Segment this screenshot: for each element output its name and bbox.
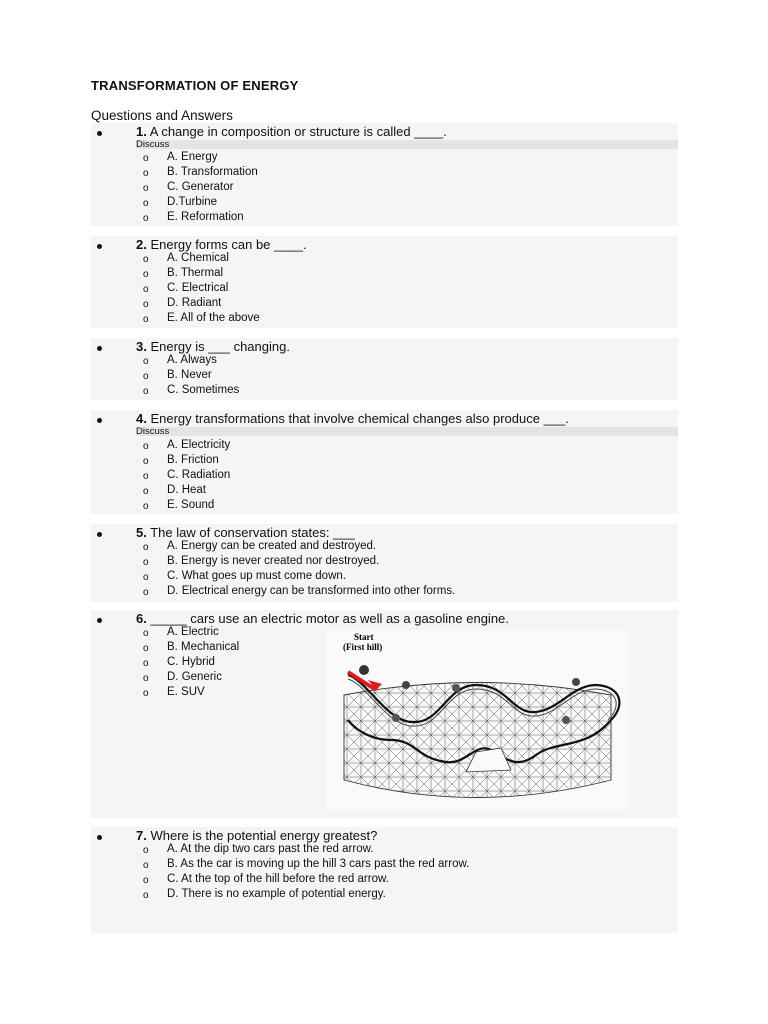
- question-text: 6. _____ cars use an electric motor as well as a gasoline engine.: [136, 611, 509, 626]
- answer-option: A. Energy can be created and destroyed.: [167, 540, 377, 552]
- option-marker: o: [143, 198, 149, 209]
- option-marker: o: [143, 356, 149, 367]
- option-marker: o: [143, 284, 149, 295]
- option-marker: o: [143, 845, 149, 856]
- question-text: 4. Energy transformations that involve chemical changes also produce ___.: [136, 411, 569, 426]
- question-block-3: [91, 338, 678, 400]
- answer-option: E. All of the above: [167, 312, 260, 324]
- question-block-4: [91, 410, 678, 514]
- bullet-icon: [97, 418, 102, 423]
- answer-option: B. Energy is never created nor destroyed.: [167, 555, 380, 567]
- option-marker: o: [143, 456, 149, 467]
- option-marker: o: [143, 153, 149, 164]
- option-marker: o: [143, 658, 149, 669]
- start-label: Start: [354, 632, 374, 642]
- answer-option: B. Friction: [167, 454, 219, 466]
- question-block-7: [91, 827, 678, 933]
- bullet-icon: [97, 532, 102, 537]
- answer-option: B. Transformation: [167, 166, 258, 178]
- option-marker: o: [143, 542, 149, 553]
- answer-option: E. SUV: [167, 686, 205, 698]
- option-marker: o: [143, 557, 149, 568]
- answer-option: C. Sometimes: [167, 384, 240, 396]
- question-text: 7. Where is the potential energy greatest?: [136, 828, 378, 843]
- option-marker: o: [143, 269, 149, 280]
- option-marker: o: [143, 673, 149, 684]
- bullet-icon: [97, 346, 102, 351]
- roller-coaster-figure: [326, 630, 628, 810]
- bullet-icon: [97, 618, 102, 623]
- question-text: 5. The law of conservation states: ___: [136, 525, 355, 540]
- answer-option: C. Radiation: [167, 469, 231, 481]
- option-marker: o: [143, 572, 149, 583]
- document-title: TRANSFORMATION OF ENERGY: [91, 78, 299, 93]
- answer-option: E. Reformation: [167, 211, 244, 223]
- answer-option: C. At the top of the hill before the red arrow.: [167, 873, 389, 885]
- answer-option: D.Turbine: [167, 196, 218, 208]
- question-text: 3. Energy is ___ changing.: [136, 339, 290, 354]
- answer-option: E. Sound: [167, 499, 215, 511]
- option-marker: o: [143, 486, 149, 497]
- option-marker: o: [143, 299, 149, 310]
- question-block-2: [91, 236, 678, 328]
- option-marker: o: [143, 875, 149, 886]
- discuss-link[interactable]: Discuss: [136, 140, 678, 149]
- answer-option: D. Heat: [167, 484, 206, 496]
- answer-option: A. At the dip two cars past the red arrow.: [167, 843, 374, 855]
- answer-option: A. Chemical: [167, 252, 229, 264]
- bullet-icon: [97, 131, 102, 136]
- discuss-link[interactable]: Discuss: [136, 427, 678, 436]
- answer-option: C. Hybrid: [167, 656, 215, 668]
- answer-option: D. Electrical energy can be transformed into other forms.: [167, 585, 456, 597]
- answer-option: C. Generator: [167, 181, 234, 193]
- option-marker: o: [143, 314, 149, 325]
- question-block-5: [91, 524, 678, 602]
- option-marker: o: [143, 628, 149, 639]
- option-marker: o: [143, 254, 149, 265]
- answer-option: A. Electricity: [167, 439, 231, 451]
- question-text: 2. Energy forms can be ____.: [136, 237, 307, 252]
- option-marker: o: [143, 386, 149, 397]
- section-heading: Questions and Answers: [91, 108, 233, 123]
- option-marker: o: [143, 501, 149, 512]
- question-block-1: [91, 123, 678, 226]
- option-marker: o: [143, 860, 149, 871]
- option-marker: o: [143, 471, 149, 482]
- answer-option: A. Energy: [167, 151, 218, 163]
- question-text: 1. A change in composition or structure is called ____.: [136, 124, 447, 139]
- answer-option: D. Radiant: [167, 297, 222, 309]
- option-marker: o: [143, 441, 149, 452]
- roller-coaster-drawing: [326, 630, 628, 810]
- bullet-icon: [97, 835, 102, 840]
- option-marker: o: [143, 890, 149, 901]
- option-marker: o: [143, 213, 149, 224]
- answer-option: D. Generic: [167, 671, 222, 683]
- answer-option: C. Electrical: [167, 282, 229, 294]
- first-hill-label: (First hill): [343, 642, 383, 652]
- option-marker: o: [143, 371, 149, 382]
- answer-option: C. What goes up must come down.: [167, 570, 346, 582]
- answer-option: B. As the car is moving up the hill 3 cars past the red arrow.: [167, 858, 470, 870]
- bullet-icon: [97, 244, 102, 249]
- option-marker: o: [143, 688, 149, 699]
- answer-option: A. Electric: [167, 626, 219, 638]
- answer-option: B. Mechanical: [167, 641, 240, 653]
- option-marker: o: [143, 643, 149, 654]
- option-marker: o: [143, 168, 149, 179]
- answer-option: A. Always: [167, 354, 217, 366]
- answer-option: B. Never: [167, 369, 212, 381]
- answer-option: D. There is no example of potential energy.: [167, 888, 386, 900]
- answer-option: B. Thermal: [167, 267, 224, 279]
- option-marker: o: [143, 587, 149, 598]
- option-marker: o: [143, 183, 149, 194]
